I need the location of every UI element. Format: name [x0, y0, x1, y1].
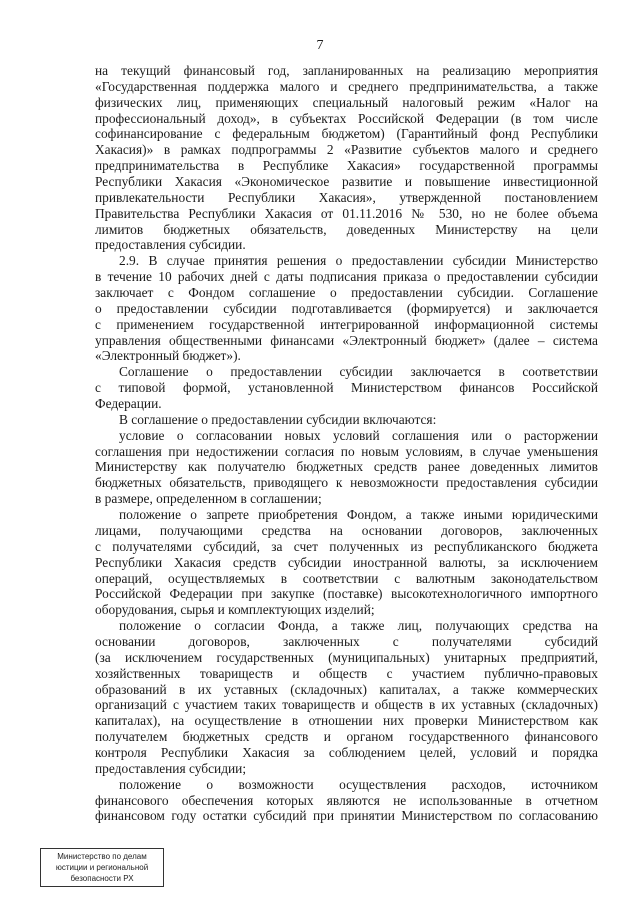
- text-line: Соглашение о предоставлении субсидии заключается в соответствии: [119, 364, 598, 380]
- text-line: заключает с Фондом соглашение о предоставлении субсидии. Соглашение: [95, 285, 598, 301]
- text-line: в течение 10 рабочих дней с даты подписания приказа о предоставлении субсидии: [95, 269, 598, 285]
- text-line: Республики Хакасия средств субсидии иностранной валюты, за исключением: [95, 554, 598, 570]
- text-line: (за исключением государственных (муниципальных) унитарных предприятий,: [95, 649, 598, 665]
- text-line: физических лиц, применяющих специальный налоговый режим «Налог на: [95, 94, 598, 110]
- body-text: [95, 63, 598, 824]
- text-line: основании договоров, заключенных с получателями субсидий: [95, 633, 598, 649]
- text-line: «Электронный бюджет»).: [95, 348, 241, 364]
- text-line: Министерству как получателю бюджетных средств ранее доведенных лимитов: [95, 459, 598, 475]
- text-line: Российской Федерации при закупке (поставке) высокотехнологичного импортного: [95, 586, 598, 602]
- stamp-line: Министерство по делам: [57, 852, 147, 861]
- text-line: профессиональный доход», в субъектах Российской Федерации (в том числе: [95, 110, 598, 126]
- text-line: с применением государственной интегрированной информационной системы: [95, 316, 598, 332]
- text-line: операций, осуществляемых в соответствии с валютным законодательством: [95, 570, 598, 586]
- text-line: «Государственная поддержка малого и среднего предпринимательства, а также: [95, 78, 598, 94]
- text-line: В соглашение о предоставлении субсидии включаются:: [119, 411, 437, 427]
- text-line: Федерации.: [95, 396, 162, 412]
- text-line: соглашения при недостижении согласия по новым условиям, в случае уменьшения: [95, 443, 598, 459]
- registration-stamp: [40, 848, 164, 887]
- text-line: с получателями субсидий, за счет полученных из республиканского бюджета: [95, 538, 598, 554]
- text-line: Республики Хакасия «Экономическое развитие и повышение инвестиционной: [95, 174, 598, 190]
- text-line: лицами, получающими средства на основании договоров, заключенных: [95, 522, 598, 538]
- text-line: предоставления субсидии.: [95, 237, 246, 253]
- text-line: управления общественными финансами «Электронный бюджет» (далее – система: [95, 332, 598, 348]
- text-line: софинансирование с федеральным бюджетом) (Гарантийный фонд Республики: [95, 126, 598, 142]
- text-line: положение о запрете приобретения Фондом, а также иными юридическими: [119, 507, 598, 523]
- text-line: на текущий финансовый год, запланированных на реализацию мероприятия: [95, 63, 598, 78]
- text-line: организаций с участием таких товариществ и обществ в их уставных (складочных): [95, 697, 598, 713]
- text-line: предоставления субсидии;: [95, 760, 247, 776]
- text-line: условие о согласовании новых условий соглашения или о расторжении: [119, 427, 598, 443]
- text-line: о предоставлении субсидии подготавливается (формируется) и заключается: [95, 300, 598, 316]
- text-line: финансового обеспечения которых являются не использованные в отчетном: [95, 792, 598, 808]
- text-line: предпринимательства в Республике Хакасия» государственной программы: [95, 158, 598, 174]
- text-line: получателем бюджетных средств и органом государственного финансового: [95, 729, 598, 745]
- text-line: с типовой формой, установленной Министерством финансов Российской: [95, 380, 598, 396]
- text-line: контроля Республики Хакасия за соблюдением целей, условий и порядка: [95, 744, 598, 760]
- text-line: положение о согласии Фонда, а также лиц, получающих средства на: [119, 618, 598, 634]
- text-line: Правительства Республики Хакасия от 01.11.2016 № 530, но не более объема: [95, 205, 598, 221]
- text-line: капиталах), на осуществление в отношении них проверки Министерством как: [95, 713, 598, 729]
- text-line: образований в их уставных (складочных) капиталах, а также коммерческих: [95, 681, 598, 697]
- text-line: привлекательности Республики Хакасия», утвержденной постановлением: [95, 189, 598, 205]
- text-line: бюджетных обязательств, приводящего к невозможности предоставления субсидии: [95, 475, 598, 491]
- text-line: финансовом году остатки субсидий при принятии Министерством по согласованию: [95, 808, 598, 824]
- text-line: в размере, определенном в соглашении;: [95, 491, 322, 507]
- text-line: оборудования, сырья и комплектующих изделий;: [95, 602, 375, 618]
- page-number: 7: [316, 38, 324, 53]
- text-line: лимитов бюджетных обязательств, доведенных Министерству на цели: [95, 221, 598, 237]
- stamp-line: юстиции и региональной: [55, 863, 149, 872]
- text-line: хозяйственных товариществ и обществ с участием публично-правовых: [95, 665, 598, 681]
- text-line: положение о возможности осуществления расходов, источником: [119, 776, 598, 792]
- stamp-line: безопасности РХ: [70, 874, 134, 883]
- text-line: Хакасия)» в рамках подпрограммы 2 «Развитие субъектов малого и среднего: [95, 142, 598, 158]
- text-line: 2.9. В случае принятия решения о предоставлении субсидии Министерство: [119, 253, 598, 269]
